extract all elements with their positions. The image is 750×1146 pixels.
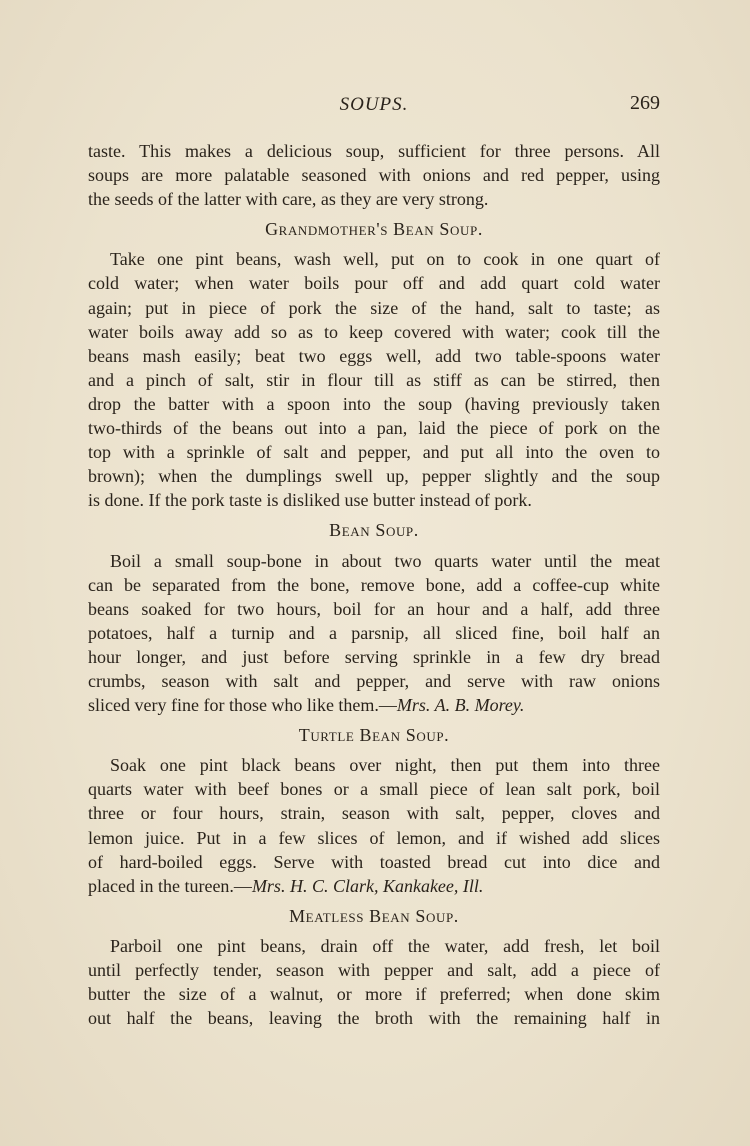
- running-head: SOUPS.: [339, 94, 409, 115]
- attribution: Mrs. H. C. Clark, Kankakee, Ill.: [251, 875, 484, 896]
- text-line: Parboil one pint beans, drain off the water, add fresh, let boil: [110, 935, 660, 956]
- text-line: out half the beans, leaving the broth with the remaining half in: [88, 1008, 660, 1029]
- recipe-title: Bean Soup.: [329, 520, 419, 541]
- continuation-paragraph: [88, 139, 660, 211]
- text-line: water boils away add so as to keep covered with water; cook till the: [88, 321, 660, 342]
- text-line: beans soaked for two hours, boil for an hour and a half, add three: [88, 598, 660, 619]
- text-line: the seeds of the latter with care, as they are very strong.: [88, 189, 489, 210]
- text-line: potatoes, half a turnip and a parsnip, all sliced fine, boil half an: [88, 622, 660, 643]
- text-line: hour longer, and just before serving sprinkle in a few dry bread: [88, 646, 660, 667]
- text-line: Take one pint beans, wash well, put on to cook in one quart of: [110, 249, 660, 270]
- text-line: and a pinch of salt, stir in flour till as stiff as can be stirred, then: [88, 369, 660, 390]
- text-line: of hard-boiled eggs. Serve with toasted bread cut into dice and: [88, 851, 660, 872]
- text-line: brown); when the dumplings swell up, pepper slightly and the soup: [88, 466, 660, 487]
- text-line: three or four hours, strain, season with salt, pepper, cloves and: [88, 803, 660, 824]
- text-line: butter the size of a walnut, or more if preferred; when done skim: [88, 984, 660, 1005]
- text-line: Soak one pint black beans over night, then put them into three: [110, 755, 660, 776]
- recipe-paragraph: [88, 247, 660, 512]
- text-line: lemon juice. Put in a few slices of lemon, and if wished add slices: [88, 827, 660, 848]
- text-line: crumbs, season with salt and pepper, and serve with raw onions: [88, 670, 660, 691]
- text-line: soups are more palatable seasoned with onions and red pepper, using: [88, 165, 660, 186]
- page-header: [88, 94, 660, 120]
- text-line: until perfectly tender, season with pepper and salt, add a piece of: [88, 960, 660, 980]
- recipe-title: Grandmother's Bean Soup.: [265, 219, 483, 240]
- text-line: taste. This makes a delicious soup, sufficient for three persons. All: [88, 141, 660, 161]
- line-text: placed in the tureen.—: [88, 875, 252, 896]
- text-line: [88, 693, 660, 717]
- text-line: drop the batter with a spoon into the soup (having previously taken: [88, 393, 660, 414]
- text-line: quarts water with beef bones or a small piece of lean salt pork, boil: [88, 779, 660, 800]
- text-line: can be separated from the bone, remove bone, add a coffee-cup white: [88, 574, 660, 595]
- text-line: top with a sprinkle of salt and pepper, and put all into the oven to: [88, 442, 660, 463]
- recipe-title: Turtle Bean Soup.: [298, 725, 450, 746]
- recipe-paragraph: [88, 549, 660, 718]
- text-line: Boil a small soup-bone in about two quarts water until the meat: [110, 550, 660, 571]
- text-line: is done. If the pork taste is disliked use butter instead of pork.: [88, 490, 532, 511]
- line-text: sliced very fine for those who like them.—: [88, 695, 397, 716]
- page-number: 269: [630, 92, 660, 114]
- text-line: beans mash easily; beat two eggs well, add two table-spoons water: [88, 345, 660, 366]
- text-line: [88, 874, 660, 898]
- recipe-paragraph: [88, 753, 660, 898]
- text-line: two-thirds of the beans out into a pan, laid the piece of pork on the: [88, 418, 660, 439]
- recipe-paragraph: [88, 934, 660, 1030]
- page-body: [88, 139, 660, 1030]
- text-line: again; put in piece of pork the size of the hand, salt to taste; as: [88, 297, 660, 318]
- recipe-title: Meatless Bean Soup.: [289, 905, 459, 926]
- text-line: cold water; when water boils pour off and add quart cold water: [88, 273, 660, 294]
- attribution: Mrs. A. B. Morey.: [396, 695, 525, 716]
